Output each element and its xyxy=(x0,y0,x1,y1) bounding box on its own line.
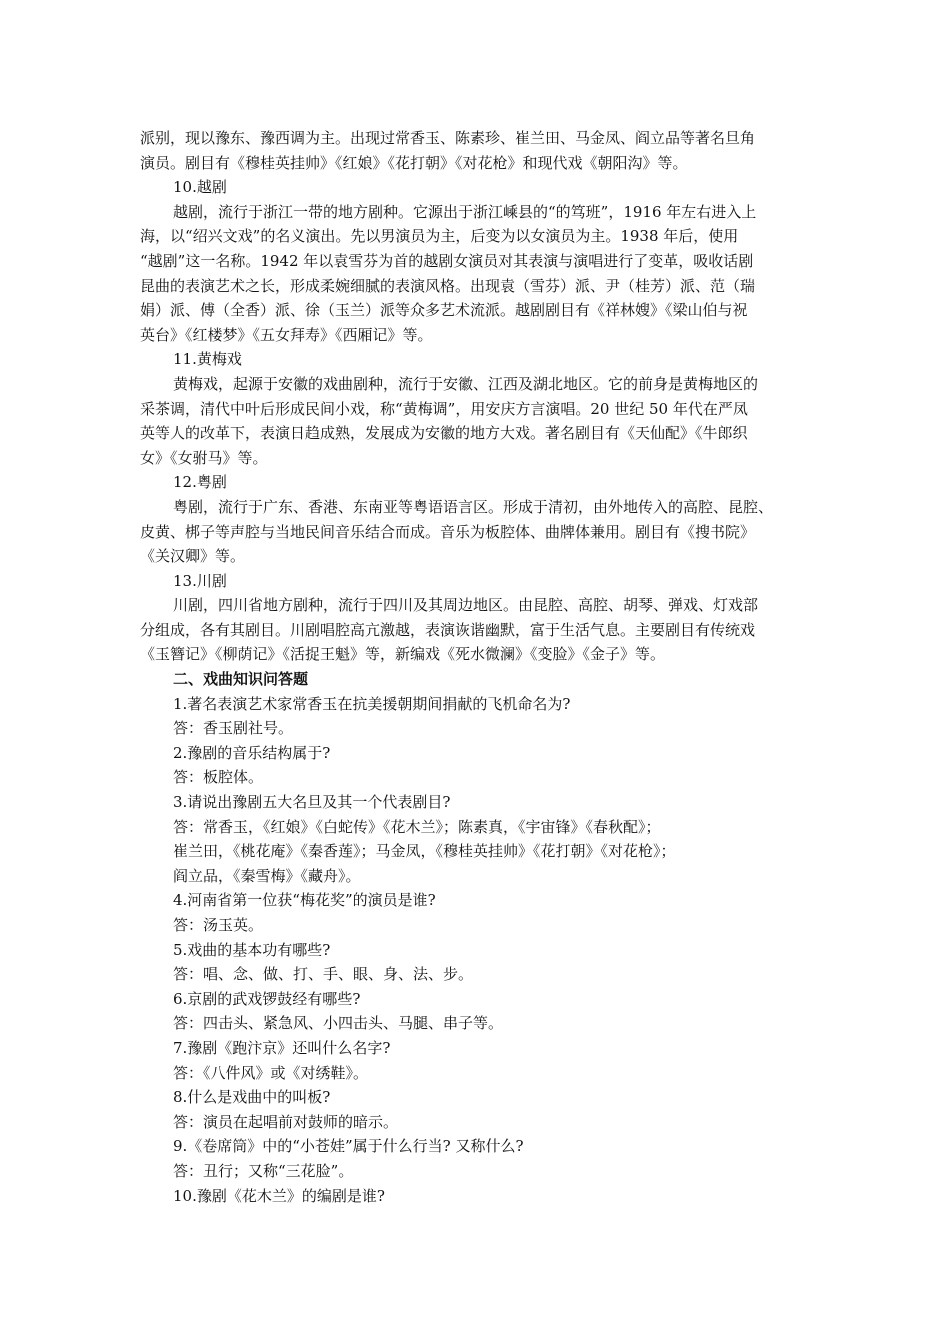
text-line: 《关汉卿》等。 xyxy=(140,547,246,566)
text-line: 答：丑行；又称“三花脸”。 xyxy=(173,1161,354,1180)
document-page xyxy=(140,126,815,1208)
text-line: 答：常香玉，《红娘》《白蛇传》《花木兰》；陈素真，《宇宙锋》《春秋配》； xyxy=(173,817,661,836)
text-line: 昆曲的表演艺术之长，形成柔婉细腻的表演风格。出现袁（雪芬）派、尹（桂芳）派、范（瑞 xyxy=(140,276,756,295)
text-line: 《玉簪记》《柳荫记》《活捉王魁》等，新编戏《死水微澜》《变脸》《金子》等。 xyxy=(140,645,666,664)
text-line: 英台》《红楼梦》《五女拜寿》《西厢记》等。 xyxy=(140,325,433,344)
text-line: 6.京剧的武戏锣鼓经有哪些? xyxy=(173,989,361,1008)
text-line: 海，以“绍兴文戏”的名义演出。先以男演员为主，后变为以女演员为主。1938 年后，使用 xyxy=(140,227,739,246)
text-line: 演员。剧目有《穆桂英挂帅》《红娘》《花打朝》《对花枪》和现代戏《朝阳沟》等。 xyxy=(140,153,688,172)
text-line: 13.川剧 xyxy=(173,571,227,590)
text-line: 越剧，流行于浙江一带的地方剧种。它源出于浙江嵊县的“的笃班”，1916 年左右进入上 xyxy=(173,202,757,221)
text-line: 7.豫剧《跑汴京》还叫什么名字? xyxy=(173,1038,391,1057)
text-line: 答：汤玉英。 xyxy=(173,916,264,934)
text-line: 3.请说出豫剧五大名旦及其一个代表剧目? xyxy=(173,793,451,812)
text-line: 1.著名表演艺术家常香玉在抗美援朝期间捐献的飞机命名为? xyxy=(173,694,571,713)
text-line: 娟）派、傅（全香）派、徐（玉兰）派等众多艺术流派。越剧剧目有《祥林嫂》《梁山伯与祝 xyxy=(140,301,748,320)
text-line: 10.越剧 xyxy=(173,178,227,197)
text-line: 12.粤剧 xyxy=(173,473,227,492)
text-line: 答：《八件风》或《对绣鞋》。 xyxy=(173,1063,369,1082)
text-line: 4.河南省第一位获“梅花奖”的演员是谁? xyxy=(173,891,436,910)
text-line: 9.《卷席筒》中的“小苍娃”属于什么行当? 又称什么? xyxy=(173,1137,524,1156)
text-line: 粤剧，流行于广东、香港、东南亚等粤语语言区。形成于清初，由外地传入的高腔、昆腔、 xyxy=(173,497,774,516)
text-line: 11.黄梅戏 xyxy=(173,350,242,369)
text-line: 英等人的改革下，表演日趋成熟，发展成为安徽的地方大戏。著名剧目有《天仙配》《牛郎织 xyxy=(140,424,748,443)
text-line: 崔兰田，《桃花庵》《秦香莲》；马金凤，《穆桂英挂帅》《花打朝》《对花枪》； xyxy=(173,842,676,861)
text-line: 女》《女驸马》等。 xyxy=(140,448,268,467)
text-line: 分组成，各有其剧目。川剧唱腔高亢激越，表演诙谐幽默，富于生活气息。主要剧目有传统戏 xyxy=(140,620,756,639)
text-line: 采茶调，清代中叶后形成民间小戏，称“黄梅调”，用安庆方言演唱。20 世纪 50 年代在严凤 xyxy=(140,399,748,418)
text-line: 川剧，四川省地方剧种，流行于四川及其周边地区。由昆腔、高腔、胡琴、弹戏、灯戏部 xyxy=(173,596,759,615)
text-line: 阎立品，《秦雪梅》《藏舟》。 xyxy=(173,866,361,885)
text-line: 黄梅戏，起源于安徽的戏曲剧种，流行于安徽、江西及湖北地区。它的前身是黄梅地区的 xyxy=(173,374,759,393)
text-line: 10.豫剧《花木兰》的编剧是谁? xyxy=(173,1186,385,1205)
text-line: 5.戏曲的基本功有哪些? xyxy=(173,940,331,959)
text-line: 派别，现以豫东、豫西调为主。出现过常香玉、陈素珍、崔兰田、马金凤、阎立品等著名旦角 xyxy=(140,129,756,147)
section-heading: 二、戏曲知识问答题 xyxy=(173,670,309,689)
text-line: 答：香玉剧社号。 xyxy=(173,719,294,738)
text-line: “越剧”这一名称。1942 年以袁雪芬为首的越剧女演员对其表演与演唱进行了变革，吸收话剧 xyxy=(140,251,754,270)
text-line: 答：板腔体。 xyxy=(173,768,264,787)
text-line: 皮黄、梆子等声腔与当地民间音乐结合而成。音乐为板腔体、曲牌体兼用。剧目有《搜书院》 xyxy=(140,522,756,541)
text-line: 8.什么是戏曲中的叫板? xyxy=(173,1088,331,1107)
text-line: 答：唱、念、做、打、手、眼、身、法、步。 xyxy=(173,965,474,984)
text-line: 答：四击头、紧急风、小四击头、马腿、串子等。 xyxy=(173,1014,504,1033)
text-line: 2.豫剧的音乐结构属于? xyxy=(173,743,331,762)
text-line: 答：演员在起唱前对鼓师的暗示。 xyxy=(173,1112,399,1131)
